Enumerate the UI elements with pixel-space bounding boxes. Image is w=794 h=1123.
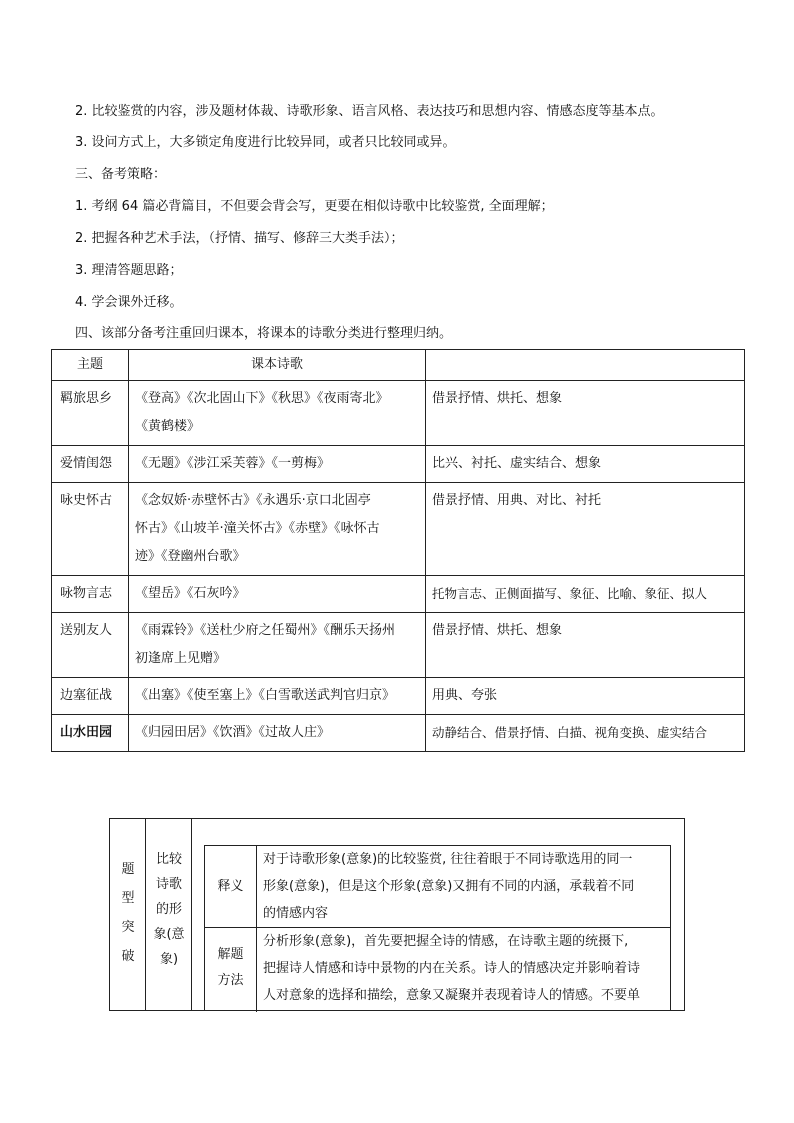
poem-line: 《无题》《涉江采芙蓉》《一剪梅》	[135, 456, 331, 471]
theme-cell: 山水田园	[52, 715, 129, 752]
header-techniques	[426, 350, 745, 381]
method-line: 分析形象(意象)，首先要把握全诗的情感，在诗歌主题的统摄下,	[263, 934, 629, 949]
paragraph-comparison-content: 2. 比较鉴赏的内容，涉及题材体裁、诗歌形象、语言风格、表达技巧和思想内容、情感态度等基本点。	[75, 104, 664, 119]
vertical-char: 破	[121, 949, 135, 964]
header-theme: 主题	[52, 350, 129, 381]
table-row	[52, 715, 745, 752]
poem-line: 《出塞》《使至塞上》《白雪歌送武判官归京》	[135, 688, 396, 703]
techniques-cell: 动静结合、借景抒情、白描、视角变换、虚实结合	[426, 715, 745, 752]
poem-line: 《归园田居》《饮酒》《过故人庄》	[135, 725, 331, 740]
topic-line: 象)	[159, 952, 179, 967]
table-row	[52, 446, 745, 483]
strategy-item-4: 4. 学会课外迁移。	[75, 295, 183, 310]
techniques-cell: 借景抒情、烘托、想象	[426, 381, 745, 446]
method-table	[204, 845, 671, 1011]
techniques-cell: 用典、夸张	[426, 678, 745, 715]
method-label-line: 方法	[217, 973, 244, 988]
header-poems: 课本诗歌	[129, 350, 426, 381]
theme-cell: 咏史怀古	[52, 483, 129, 576]
strategy-item-1: 1. 考纲 64 篇必背篇目，不但要会背会写，更要在相似诗歌中比较鉴赏, 全面理解；	[75, 199, 554, 214]
theme-cell: 爱情闺怨	[52, 446, 129, 483]
table-header-row	[52, 350, 745, 381]
question-type-box	[109, 818, 685, 1011]
method-line: 人对意象的选择和描绘，意象又凝聚并表现着诗人的情感。不要单	[263, 988, 641, 1003]
vertical-char: 突	[121, 920, 135, 935]
strategy-item-3: 3. 理清答题思路；	[75, 263, 183, 278]
poems-cell	[129, 381, 426, 446]
definition-line: 的情感内容	[263, 906, 329, 921]
topic-column	[146, 819, 192, 1010]
poems-cell	[129, 613, 426, 678]
section-heading-textbook: 四、该部分备考注重回归课本，将课本的诗歌分类进行整理归纳。	[75, 326, 453, 341]
techniques-cell: 借景抒情、用典、对比、衬托	[426, 483, 745, 576]
poem-line: 《雨霖铃》《送杜少府之任蜀州》《酬乐天扬州	[135, 623, 396, 638]
poem-line: 《望岳》《石灰吟》	[135, 586, 246, 601]
theme-cell: 咏物言志	[52, 576, 129, 613]
table-row	[52, 381, 745, 446]
method-text	[263, 928, 667, 1009]
paragraph-question-style: 3. 设问方式上，大多锁定角度进行比较异同，或者只比较同或异。	[75, 135, 456, 150]
poem-line: 初逢席上见赠》	[135, 651, 227, 666]
theme-cell: 送别友人	[52, 613, 129, 678]
poem-line: 迹》《登幽州台歌》	[135, 549, 246, 564]
definition-line: 对于诗歌形象(意象)的比较鉴赏, 往往着眼于不同诗歌选用的同一	[263, 852, 633, 867]
topic-line: 诗歌	[155, 877, 182, 892]
poems-cell	[129, 446, 426, 483]
poem-line: 怀古》《山坡羊·潼关怀古》《赤壁》《咏怀古	[135, 521, 380, 536]
vertical-char: 题	[121, 862, 135, 877]
definition-label: 释义	[205, 846, 257, 927]
table-row	[52, 483, 745, 576]
method-line: 把握诗人情感和诗中景物的内在关系。诗人的情感决定并影响着诗	[263, 961, 641, 976]
topic-line: 比较	[155, 852, 182, 867]
definition-line: 形象(意象)，但是这个形象(意象)又拥有不同的内涵，承载着不同	[263, 879, 635, 894]
table-row	[52, 576, 745, 613]
poems-cell	[129, 576, 426, 613]
strategy-item-2: 2. 把握各种艺术手法，（抒情、描写、修辞三大类手法）；	[75, 231, 404, 246]
definition-text	[263, 846, 667, 927]
poems-cell	[129, 483, 426, 576]
table-row	[52, 678, 745, 715]
topic-line: 象(意	[153, 927, 185, 942]
poem-line: 《黄鹤楼》	[135, 419, 201, 434]
poems-cell	[129, 715, 426, 752]
techniques-cell: 比兴、衬托、虚实结合、想象	[426, 446, 745, 483]
theme-cell: 羁旅思乡	[52, 381, 129, 446]
poem-line: 《登高》《次北固山下》《秋思》《夜雨寄北》	[135, 391, 389, 406]
vertical-char: 型	[121, 891, 135, 906]
techniques-cell: 托物言志、正侧面描写、象征、比喻、象征、拟人	[426, 576, 745, 613]
poetry-classification-table	[51, 349, 745, 752]
question-type-column	[110, 819, 146, 1010]
poems-cell	[129, 678, 426, 715]
method-label	[205, 928, 257, 1012]
section-heading-strategy: 三、备考策略：	[75, 167, 167, 182]
techniques-cell: 借景抒情、烘托、想象	[426, 613, 745, 678]
topic-line: 的形	[155, 902, 182, 917]
poem-line: 《念奴娇·赤壁怀古》《永遇乐·京口北固亭	[135, 493, 371, 508]
theme-cell: 边塞征战	[52, 678, 129, 715]
table-row	[52, 613, 745, 678]
method-label-line: 解题	[217, 947, 244, 962]
